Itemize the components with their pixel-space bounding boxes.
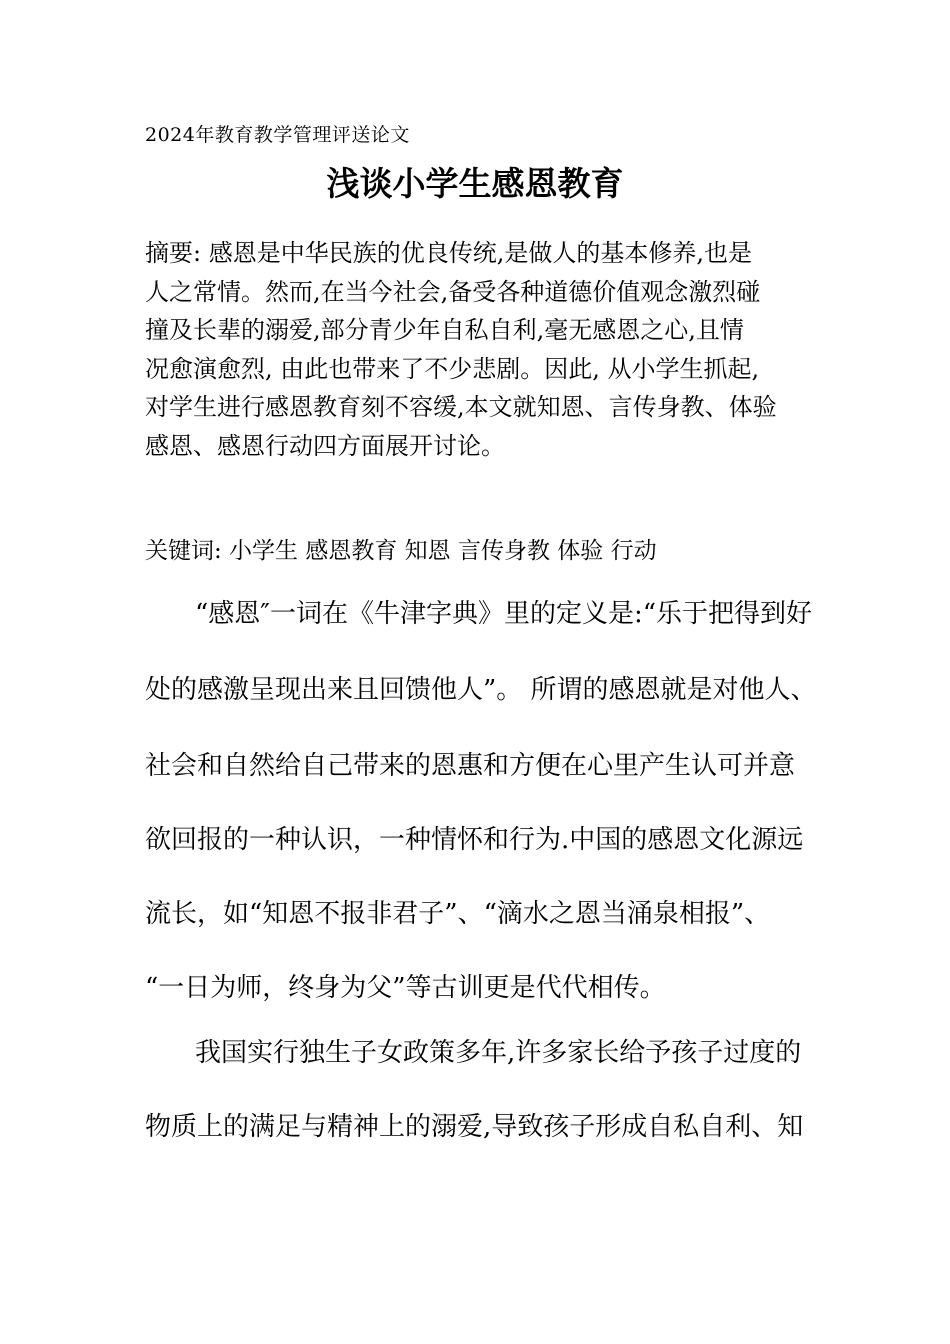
abstract-line: 人之常情。然而,在当今社会,备受各种道德价值观念激烈碰 (145, 277, 761, 306)
abstract-line: 对学生进行感恩教育刻不容缓,本文就知恩、言传身教、体验 (145, 393, 777, 421)
document-header: 2024年教育教学管理评送论文 (145, 124, 410, 146)
body-line: 欲回报的一种认识，一种情怀和行为.中国的感恩文化源远 (145, 825, 804, 855)
body-line: 社会和自然给自己带来的恩惠和方便在心里产生认可并意 (145, 751, 796, 781)
body-line: 物质上的满足与精神上的溺爱,导致孩子形成自私自利、知 (145, 1112, 804, 1142)
abstract-line: 况愈演愈烈, 由此也带来了不少悲剧。因此, 从小学生抓起, (145, 354, 760, 383)
body-line: 我国实行独生子女政策多年,许多家长给予孩子过度的 (195, 1038, 802, 1068)
body-line: “一日为师，终身为父”等古训更是代代相传。 (145, 973, 666, 1003)
body-line: “感恩″一词在《牛津字典》里的定义是:“乐于把得到好 (195, 599, 813, 629)
abstract-line: 摘要: 感恩是中华民族的优良传统,是做人的基本修养,也是 (145, 239, 752, 267)
abstract-line: 撞及长辈的溺爱,部分青少年自私自利,毫无感恩之心,且情 (145, 316, 744, 344)
body-line: 流长，如“知恩不报非君子”、“滴水之恩当涌泉相报”、 (145, 899, 771, 929)
document-title: 浅谈小学生感恩教育 (326, 164, 624, 203)
abstract-paragraph (145, 234, 811, 465)
abstract-line: 感恩、感恩行动四方面展开讨论。 (145, 431, 505, 460)
keywords-line: 关键词: 小学生 感恩教育 知恩 言传身教 体验 行动 (145, 538, 657, 564)
body-line: 处的感激呈现出来且回馈他人”。 所谓的感恩就是对他人、 (145, 675, 817, 705)
